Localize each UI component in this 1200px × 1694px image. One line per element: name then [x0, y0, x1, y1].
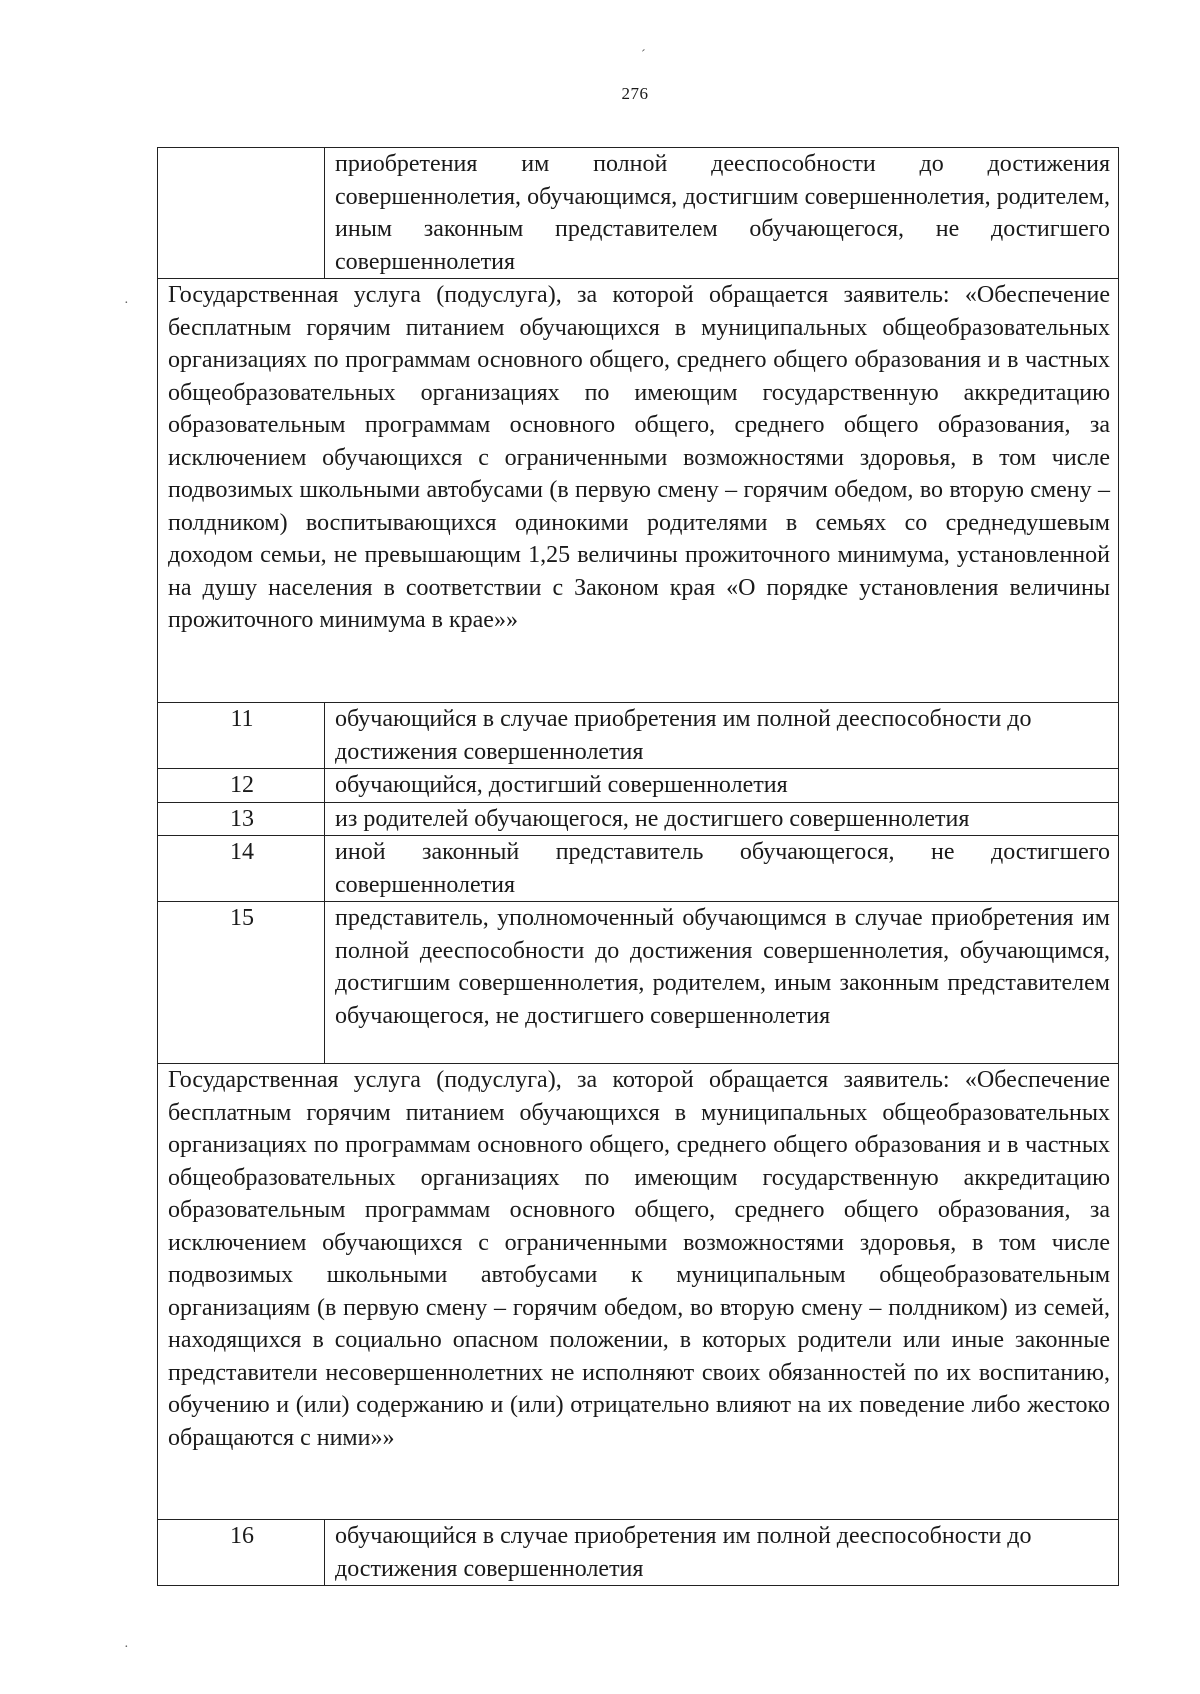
section-header-row — [158, 1064, 1119, 1520]
applicant-category-table — [157, 147, 1119, 1586]
row-number-cell: 16 — [158, 1520, 325, 1586]
section-header-row — [158, 279, 1119, 703]
table-row — [158, 902, 1119, 1064]
row-description-cell: приобретения им полной дееспособности до достижения совершеннолетия, обучающимся, достигшим совершеннолетия, родителем, иным законным представителем обучающегося, не достигшего совершеннолетия — [325, 148, 1119, 279]
row-number-cell — [158, 148, 325, 279]
table-row — [158, 1520, 1119, 1586]
row-description-cell: из родителей обучающегося, не достигшего совершеннолетия — [325, 802, 1119, 836]
table-row — [158, 802, 1119, 836]
table-row — [158, 703, 1119, 769]
table-row — [158, 836, 1119, 902]
table-row — [158, 769, 1119, 803]
row-description-cell: представитель, уполномоченный обучающимся в случае приобретения им полной дееспособности до достижения совершеннолетия, обучающимся, достигшим совершеннолетия, родителем, иным законным представителем обучающегося, не достигшего совершеннолетия — [325, 902, 1119, 1064]
scan-speck: · — [124, 1640, 129, 1655]
row-number-cell: 11 — [158, 703, 325, 769]
row-description-cell: обучающийся в случае приобретения им полной дееспособности до достижения совершеннолетия — [325, 1520, 1119, 1586]
scan-speck: ´ — [641, 48, 646, 63]
row-description-cell: обучающийся, достигший совершеннолетия — [325, 769, 1119, 803]
row-description-cell: иной законный представитель обучающегося, не достигшего совершеннолетия — [325, 836, 1119, 902]
page-number: 276 — [621, 84, 649, 103]
row-description-cell: обучающийся в случае приобретения им полной дееспособности до достижения совершеннолетия — [325, 703, 1119, 769]
row-number-cell: 15 — [158, 902, 325, 1064]
table-row — [158, 148, 1119, 279]
service-section-heading: Государственная услуга (подуслуга), за которой обращается заявитель: «Обеспечение бесплатным горячим питанием обучающихся в муниципальных общеобразовательных организациях по программам основного общего, среднего общего образования и в частных общеобразовательных организациях по имеющим государственную аккредитацию образовательным программам основного общего, среднего общего образования, за исключением обучающихся с ограниченными возможностями здоровья, в том числе подвозимых школьными автобусами (в первую смену – горячим обедом, во вторую смену – полдником) воспитывающихся одинокими родителями в семьях со среднедушевым доходом семьи, не превышающим 1,25 величины прожиточного минимума, установленной на душу населения в соответствии с Законом края «О порядке установления величины прожиточного минимума в крае»» — [158, 279, 1119, 703]
row-number-cell: 12 — [158, 769, 325, 803]
row-number-cell: 13 — [158, 802, 325, 836]
row-number-cell: 14 — [158, 836, 325, 902]
scan-speck: · — [124, 296, 129, 311]
service-section-heading: Государственная услуга (подуслуга), за которой обращается заявитель: «Обеспечение бесплатным горячим питанием обучающихся в муниципальных общеобразовательных организациях по программам основного общего, среднего общего образования и в частных общеобразовательных организациях по имеющим государственную аккредитацию образовательным программам основного общего, среднего общего образования, за исключением обучающихся с ограниченными возможностями здоровья, в том числе подвозимых школьными автобусами к муниципальным общеобразовательным организациям (в первую смену – горячим обедом, во вторую смену – полдником) из семей, находящихся в социально опасном положении, в которых родители или иные законные представители несовершеннолетних не исполняют своих обязанностей по их воспитанию, обучению и (или) содержанию и (или) отрицательно влияют на их поведение либо жестоко обращаются с ними»» — [158, 1064, 1119, 1520]
